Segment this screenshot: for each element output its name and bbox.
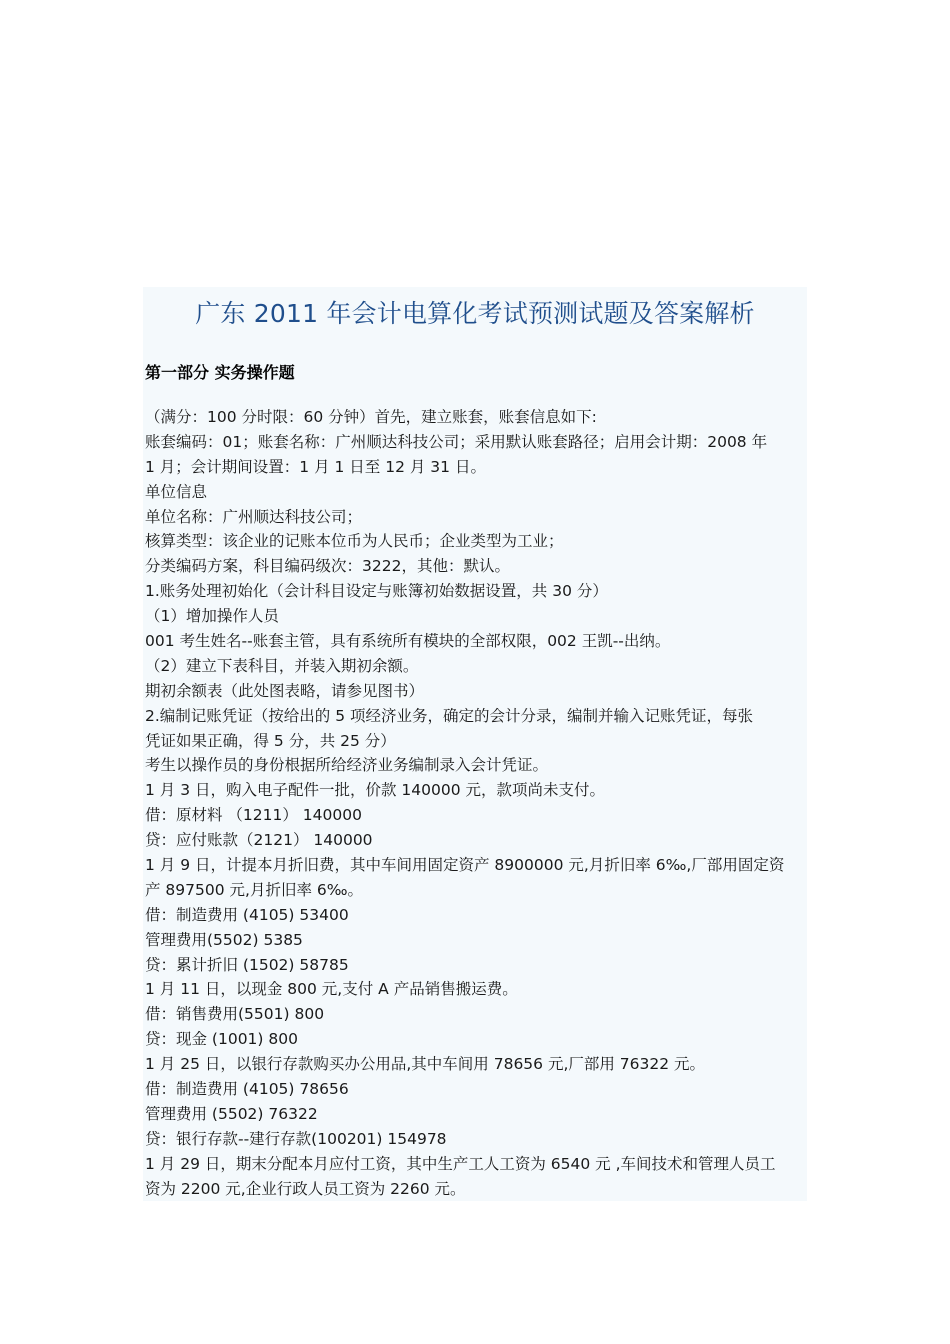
text-line: （1）增加操作人员: [145, 607, 279, 626]
text-line: 资为 2200 元,企业行政人员工资为 2260 元。: [145, 1179, 466, 1198]
text-line: 单位信息: [145, 482, 208, 501]
text-line: 单位名称：广州顺达科技公司；: [145, 507, 363, 526]
text-line: 管理费用 (5502) 76322: [145, 1104, 318, 1123]
document-title: 广东 2011 年会计电算化考试预测试题及答案解析: [195, 299, 755, 328]
text-line: 2.编制记账凭证（按给出的 5 项经济业务，确定的会计分录，编制并输入记账凭证，每张: [145, 706, 754, 725]
text-line: 期初余额表（此处图表略，请参见图书）: [145, 681, 425, 700]
text-line: 1 月；会计期间设置：1 月 1 日至 12 月 31 日。: [145, 457, 486, 476]
text-line: 贷：应付账款（2121） 140000: [145, 831, 373, 850]
text-line: 分类编码方案，科目编码级次：3222，其他：默认。: [145, 557, 510, 576]
text-line: 1 月 11 日，以现金 800 元,支付 A 产品销售搬运费。: [145, 980, 518, 999]
text-line: 贷：现金 (1001) 800: [145, 1030, 298, 1049]
text-line: 1.账务处理初始化（会计科目设定与账簿初始数据设置，共 30 分）: [145, 582, 608, 601]
text-line: 贷：累计折旧 (1502) 58785: [145, 955, 349, 974]
text-line: 产 897500 元,月折旧率 6‰。: [145, 880, 364, 899]
text-line: （满分：100 分时限：60 分钟）首先，建立账套，账套信息如下:: [145, 408, 597, 426]
document-body: [145, 405, 809, 1202]
text-line: 核算类型：该企业的记账本位币为人民币；企业类型为工业；: [145, 532, 564, 551]
text-line: 账套编码：01；账套名称：广州顺达科技公司；采用默认账套路径；启用会计期：2008 年: [145, 432, 768, 451]
text-line: （2）建立下表科目，并装入期初余额。: [145, 656, 419, 675]
text-line: 借：制造费用 (4105) 78656: [145, 1080, 349, 1099]
text-line: 1 月 29 日，期末分配本月应付工资，其中生产工人工资为 6540 元 ,车间技术和管理人员工: [145, 1154, 776, 1173]
text-line: 001 考生姓名--账套主管，具有系统所有模块的全部权限，002 王凯--出纳。: [145, 632, 671, 651]
text-line: 借：制造费用 (4105) 53400: [145, 905, 349, 924]
text-line: 1 月 9 日，计提本月折旧费，其中车间用固定资产 8900000 元,月折旧率 6‰,厂部用固定资: [145, 856, 785, 875]
text-line: 借：原材料 （1211） 140000: [145, 806, 362, 825]
text-line: 1 月 3 日，购入电子配件一批，价款 140000 元，款项尚未支付。: [145, 781, 606, 800]
text-line: 凭证如果正确，得 5 分，共 25 分）: [145, 731, 396, 750]
text-line: 1 月 25 日，以银行存款购买办公用品,其中车间用 78656 元,厂部用 76322 元。: [145, 1055, 706, 1074]
text-line: 贷：银行存款--建行存款(100201) 154978: [145, 1129, 447, 1148]
text-line: 考生以操作员的身份根据所给经济业务编制录入会计凭证。: [145, 756, 549, 775]
text-line: 借：销售费用(5501) 800: [145, 1005, 325, 1024]
section-heading: 第一部分 实务操作题: [145, 363, 295, 382]
text-line: 管理费用(5502) 5385: [145, 930, 303, 949]
